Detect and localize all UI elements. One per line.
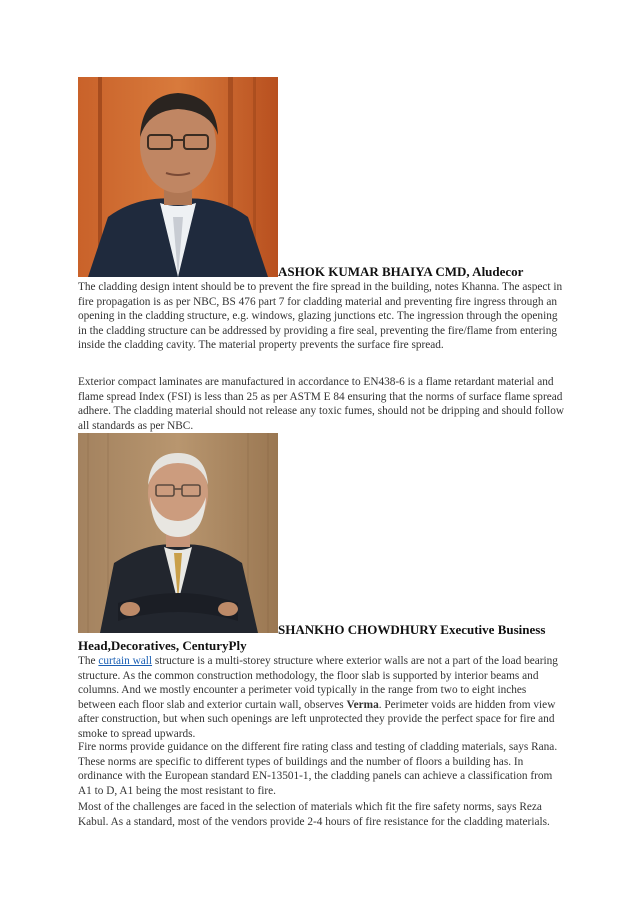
paragraph: Most of the challenges are faced in the selection of materials which fit the fire safety norms, says Reza Kabul. As a standard, most of the vendors provide 2-4 hours of fire resistance for the cladding materials. bbox=[78, 801, 550, 828]
portrait-photo-shankho bbox=[78, 433, 278, 633]
paragraph-text: The bbox=[78, 655, 99, 667]
person-caption-line1: SHANKHO CHOWDHURY Executive Business bbox=[278, 622, 546, 637]
paragraph: Exterior compact laminates are manufactured in accordance to EN438-6 is a flame retardant material and flame spread Index (FSI) is less than 25 as per ASTM E 84 ensuring that the norms of surface flame spread adhere. The cladding material should not release any toxic fumes, should not be dripping and should follow all standards as per NBC. bbox=[78, 376, 565, 432]
person-caption: ASHOK KUMAR BHAIYA CMD, Aludecor bbox=[278, 264, 524, 279]
paragraph bbox=[78, 654, 566, 742]
curtain-wall-link[interactable]: curtain wall bbox=[98, 655, 153, 667]
portrait-photo-ashok bbox=[78, 77, 278, 277]
paragraph-text: . Perimeter voids are hidden from view after construction, but when such openings are left unprotected they provide the perfect space for fire and smoke to spread upwards. bbox=[78, 698, 556, 740]
person-caption-line2: Head,Decoratives, CenturyPly bbox=[78, 638, 247, 653]
paragraph: The cladding design intent should be to prevent the fire spread in the building, notes Khanna. The aspect in fire propagation is as per NBC, BS 476 part 7 for cladding material and preventing fire ingress through an opening in the cladding structure, e.g. windows, glazing junctions etc. The ingression through the opening in the cladding structure can be addressed by providing a fire seal, preventing the fire/flame from entering inside the cladding cavity. The material property prevents the surface fire spread. bbox=[78, 281, 563, 352]
emphasized-name: Verma bbox=[346, 698, 379, 711]
paragraph: Fire norms provide guidance on the different fire rating class and testing of cladding materials, says Rana. These norms are specific to different types of buildings and the number of floors a building has. In ordinance with the European standard EN-13501-1, the cladding panels can achieve a classification from A1 to D, A1 being the most resistant to fire. bbox=[78, 741, 558, 797]
paragraph-text: structure is a multi-storey structure where exterior walls are not a part of the load bearing structure. As the common construction methodology, the floor slab is supported by interior beams and columns. And we mostly encounter a perimeter void typically in the range from two to eight inches between each floor slab and exterior curtain wall, observes bbox=[78, 655, 558, 711]
